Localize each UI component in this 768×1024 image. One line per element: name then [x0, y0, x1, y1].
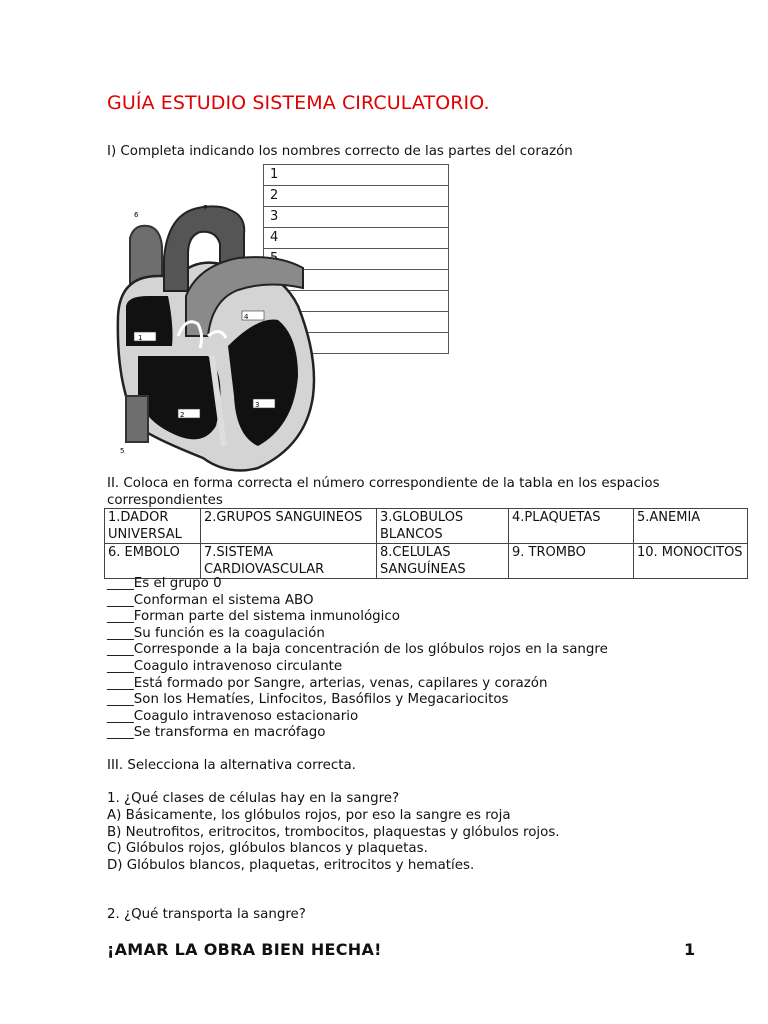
- option-d[interactable]: D) Glóbulos blancos, plaquetas, eritrocitos y hematíes.: [107, 858, 475, 874]
- inferior-vena-cava-shape: [126, 396, 148, 442]
- list-item[interactable]: ____Su función es la coagulación: [107, 625, 325, 641]
- page-number: 1: [684, 940, 696, 959]
- list-item[interactable]: ____Forman parte del sistema inmunológico: [107, 609, 400, 625]
- answer-row[interactable]: 3: [264, 207, 449, 228]
- list-item[interactable]: ____Coagulo intravenoso estacionario: [107, 708, 359, 724]
- option-c[interactable]: C) Glóbulos rojos, glóbulos blancos y plaquetas.: [107, 841, 428, 857]
- question-1: [107, 791, 560, 875]
- question-text: 1. ¿Qué clases de células hay en la sangre?: [107, 791, 400, 806]
- list-item[interactable]: ____Está formado por Sangre, arterias, venas, capilares y corazón: [107, 675, 548, 691]
- term-cell: 8.CELULAS SANGUÍNEAS: [377, 544, 509, 579]
- question-2-text: 2. ¿Qué transporta la sangre?: [107, 907, 306, 922]
- answer-row[interactable]: 1: [264, 165, 449, 186]
- term-cell: 5.ANEMIA: [634, 509, 748, 544]
- term-cell: 3.GLOBULOS BLANCOS: [377, 509, 509, 544]
- term-cell: 9. TROMBO: [509, 544, 634, 579]
- diagram-label: 4: [244, 313, 249, 321]
- list-item[interactable]: ____Coagulo intravenoso circulante: [107, 658, 343, 674]
- diagram-label: 2: [180, 411, 185, 419]
- section-2-instruction: II. Coloca en forma correcta el número correspondiente de la tabla en los espacios correspondientes: [107, 476, 660, 508]
- terms-table: [104, 508, 748, 579]
- diagram-label: 1: [138, 334, 143, 342]
- diagram-label: 5: [120, 447, 125, 455]
- option-a[interactable]: A) Básicamente, los glóbulos rojos, por eso la sangre es roja: [107, 807, 511, 823]
- matching-items: [107, 576, 608, 742]
- term-cell: 7.SISTEMA CARDIOVASCULAR: [201, 544, 377, 579]
- list-item[interactable]: ____Es el grupo 0: [107, 576, 222, 591]
- diagram-label: 6: [134, 211, 139, 219]
- section-1-instruction: I) Completa indicando los nombres correcto de las partes del corazón: [107, 144, 573, 159]
- diagram-label: 7: [203, 204, 208, 212]
- term-cell: 6. EMBOLO: [105, 544, 201, 579]
- answer-row[interactable]: 4: [264, 228, 449, 249]
- term-cell: 10. MONOCITOS: [634, 544, 748, 579]
- diagram-label: 3: [255, 401, 260, 409]
- list-item[interactable]: ____Se transforma en macrófago: [107, 725, 326, 741]
- term-cell: 1.DADOR UNIVERSAL: [105, 509, 201, 544]
- footer-motto: ¡AMAR LA OBRA BIEN HECHA!: [107, 940, 382, 959]
- list-item[interactable]: ____Son los Hematíes, Linfocitos, Basófilos y Megacariocitos: [107, 692, 509, 708]
- page-title: GUÍA ESTUDIO SISTEMA CIRCULATORIO.: [107, 92, 490, 114]
- list-item[interactable]: ____Corresponde a la baja concentración de los glóbulos rojos en la sangre: [107, 642, 608, 658]
- option-b[interactable]: B) Neutrofitos, eritrocitos, trombocitos, plaquestas y glóbulos rojos.: [107, 824, 560, 840]
- list-item[interactable]: ____Conforman el sistema ABO: [107, 592, 314, 608]
- heart-diagram: [108, 196, 323, 476]
- section-3-instruction: III. Selecciona la alternativa correcta.: [107, 758, 356, 773]
- term-cell: 4.PLAQUETAS: [509, 509, 634, 544]
- term-cell: 2.GRUPOS SANGUINEOS: [201, 509, 377, 544]
- answer-row[interactable]: 2: [264, 186, 449, 207]
